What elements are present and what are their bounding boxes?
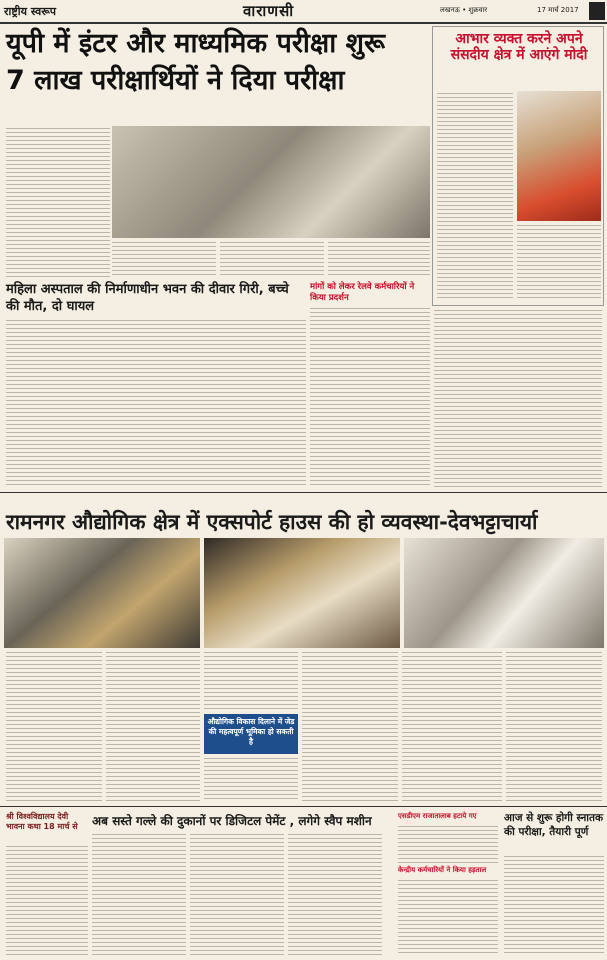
modi-photo <box>517 91 601 221</box>
digital-headline: अब सस्ते गल्ले की दुकानों पर डिजिटल पेमेंट , लगेगे स्वैप मशीन <box>92 814 372 828</box>
suspend-body <box>398 826 498 864</box>
railway-headline: मांगों को लेकर रेलवे कर्मचारियों ने किया प्रदर्शन <box>310 282 415 304</box>
graduate-headline: आज से शुरू होगी स्नातक की परीक्षा, तैयारी पूर्ण <box>504 812 604 838</box>
export-photo-3 <box>404 538 604 648</box>
hospital-headline: महिला अस्पताल की निर्माणाधीन भवन की दीवार गिरी, बच्चे की मौत, दो घायल <box>6 282 289 314</box>
exam-photo <box>112 126 430 238</box>
export-photo-2 <box>204 538 400 648</box>
exam-body-col4 <box>328 242 430 278</box>
city-title: वाराणसी <box>243 2 295 20</box>
modi-headline: आभार व्यक्त करने अपने संसदीय क्षेत्र में आएंगे मोदी <box>450 31 588 64</box>
suspend-headline: एसडीएम राजातालाब हटाये गए <box>398 812 477 820</box>
industry-box-headline: औद्योगिक विकास दिलाने में जेड की महत्वपूर्ण भूमिका हो सकती है <box>207 717 295 747</box>
diwas-headline: श्री विश्वविद्यालय देवी भावना कथा 18 मार्च से <box>6 812 78 832</box>
central-body <box>398 880 498 956</box>
modi-box <box>432 26 604 306</box>
modi-body-col1 <box>437 93 513 301</box>
exam-headline-line2: 7 लाख परीक्षार्थियों ने दिया परीक्षा <box>6 65 345 97</box>
modi-continuation <box>434 310 602 488</box>
graduate-body <box>504 856 604 956</box>
edition-label: लखनऊ • शुक्रवार <box>440 6 488 14</box>
export-body-col1 <box>6 652 102 802</box>
industry-box <box>204 714 298 754</box>
mid-rule <box>0 492 607 493</box>
hospital-body <box>6 320 306 488</box>
digital-body-col1 <box>92 834 186 956</box>
industry-box-body <box>204 758 298 802</box>
exam-body-col2 <box>112 242 216 278</box>
export-photo-1 <box>4 538 200 648</box>
page-number <box>589 2 605 20</box>
section-label: राष्ट्रीय स्वरूप <box>4 5 57 18</box>
modi-body-col2 <box>517 225 601 301</box>
lower-rule <box>0 806 607 807</box>
export-body-col5 <box>402 652 502 802</box>
diwas-body <box>6 846 88 956</box>
date-label: 17 मार्च 2017 <box>537 6 579 14</box>
digital-body-col2 <box>190 834 284 956</box>
export-headline: रामनगर औद्योगिक क्षेत्र में एक्सपोर्ट हाउस की हो व्यवस्था-देवभट्टाचार्या <box>6 510 538 534</box>
masthead-rule <box>0 22 607 24</box>
masthead <box>0 0 607 22</box>
central-headline: केन्द्रीय कर्मचारियों ने किया हड़ताल <box>398 866 487 874</box>
exam-headline <box>6 28 426 96</box>
export-body-col2 <box>106 652 200 802</box>
digital-body-col3 <box>288 834 382 956</box>
export-body-col3 <box>204 652 298 712</box>
export-body-col6 <box>506 652 602 802</box>
railway-body <box>310 308 430 488</box>
exam-body-col1 <box>6 128 110 278</box>
export-body-col4 <box>302 652 398 802</box>
exam-headline-line1: यूपी में इंटर और माध्यमिक परीक्षा शुरू <box>6 28 385 59</box>
exam-body-col3 <box>220 242 324 278</box>
